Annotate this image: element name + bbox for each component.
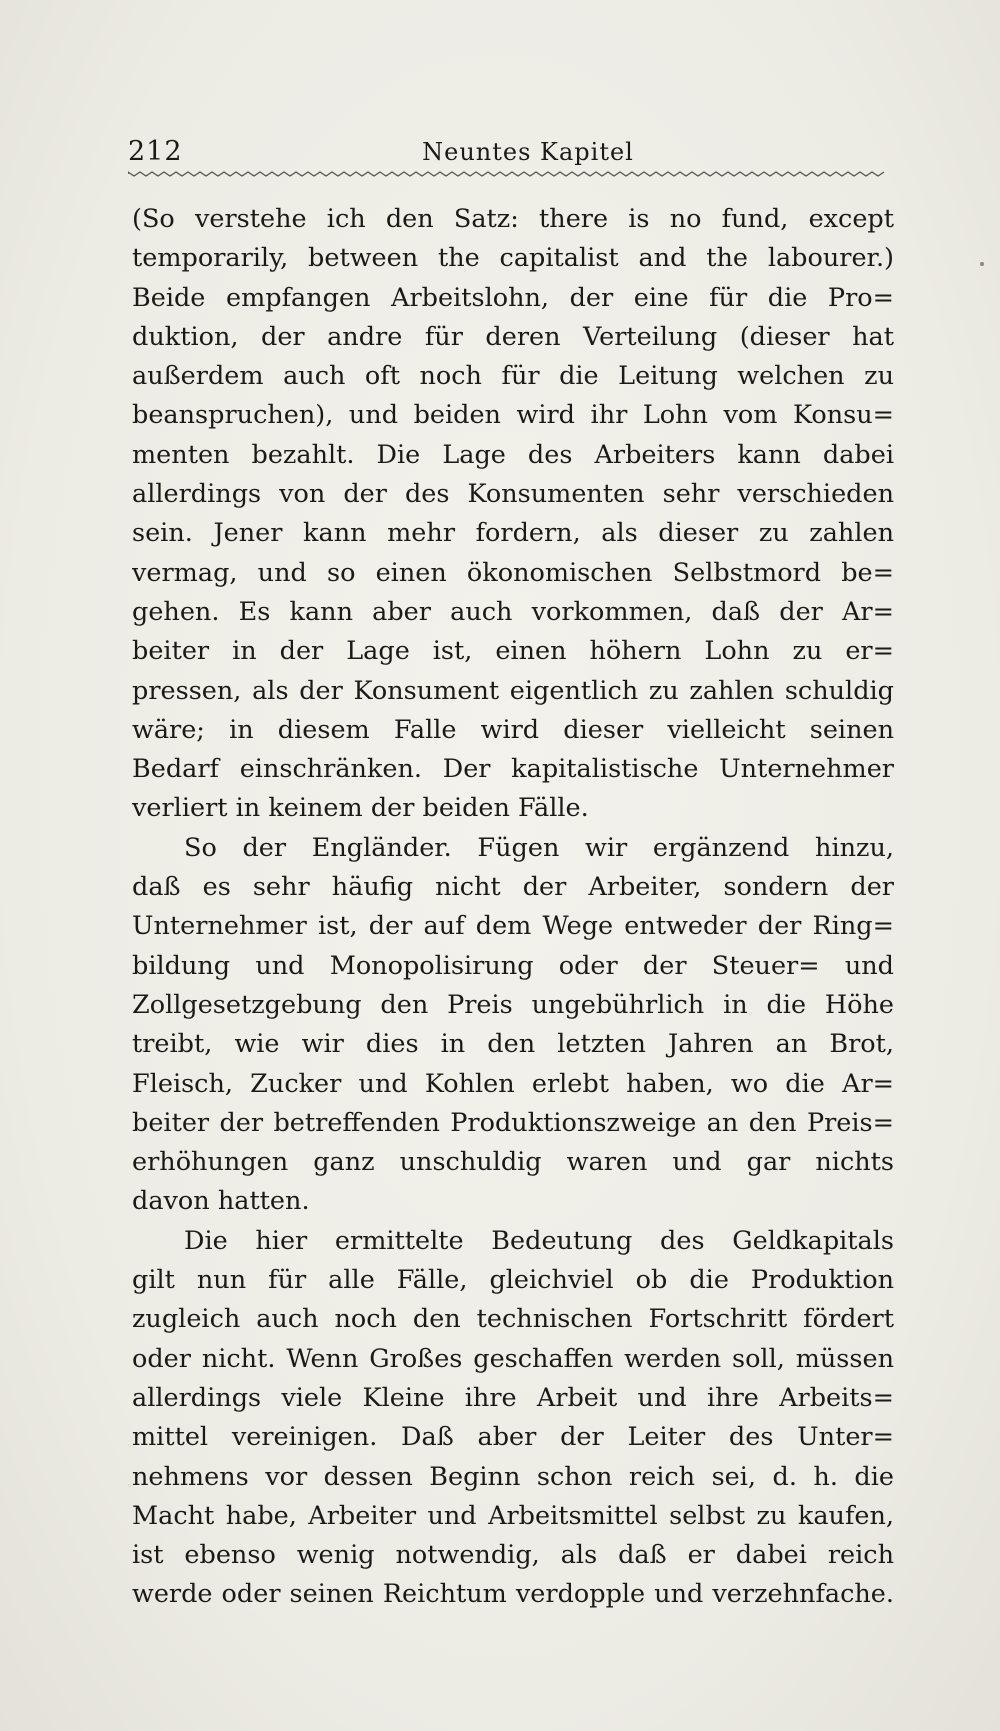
text-line: Bedarf einschränken. Der kapitalistische Unternehmer xyxy=(132,754,894,785)
text-line: So der Engländer. Fügen wir ergänzend hinzu, xyxy=(184,832,894,863)
text-line: gehen. Es kann aber auch vorkommen, daß der Ar= xyxy=(132,596,894,627)
page-number: 212 xyxy=(128,136,183,167)
text-line: Unternehmer ist, der auf dem Wege entweder der Ring= xyxy=(132,911,894,942)
paper-speck xyxy=(980,262,984,266)
text-line: werde oder seinen Reichtum verdopple und verzehnfache. xyxy=(132,1579,894,1610)
text-line: außerdem auch oft noch für die Leitung welchen zu xyxy=(132,361,894,392)
text-line: ist ebenso wenig notwendig, als daß er dabei reich xyxy=(132,1540,894,1571)
text-line: verliert in keinem der beiden Fälle. xyxy=(132,793,589,824)
text-line: zugleich auch noch den technischen Fortschritt fördert xyxy=(132,1304,894,1335)
text-line: Zollgesetzgebung den Preis ungebührlich in die Höhe xyxy=(132,989,894,1020)
text-line: (So verstehe ich den Satz: there is no fund, except xyxy=(132,204,894,234)
header-wavy-rule xyxy=(128,170,888,178)
text-line: daß es sehr häufig nicht der Arbeiter, sondern der xyxy=(132,872,894,903)
text-line: Die hier ermittelte Bedeutung des Geldkapitals xyxy=(184,1225,894,1256)
text-line: treibt, wie wir dies in den letzten Jahren an Brot, xyxy=(132,1029,894,1060)
text-line: allerdings viele Kleine ihre Arbeit und ihre Arbeits= xyxy=(132,1382,894,1413)
text-line: sein. Jener kann mehr fordern, als dieser zu zahlen xyxy=(132,518,894,549)
running-head: Neuntes Kapitel xyxy=(422,138,634,166)
text-line: vermag, und so einen ökonomischen Selbstmord be= xyxy=(132,557,894,588)
text-line: temporarily, between the capitalist and the labourer.) xyxy=(132,243,894,274)
text-line: bildung und Monopolisirung oder der Steuer= und xyxy=(132,950,894,981)
text-line: Macht habe, Arbeiter und Arbeitsmittel selbst zu kaufen, xyxy=(132,1500,894,1531)
text-line: menten bezahlt. Die Lage des Arbeiters kann dabei xyxy=(132,439,894,470)
text-line: davon hatten. xyxy=(132,1186,310,1217)
text-line: allerdings von der des Konsumenten sehr verschieden xyxy=(132,479,894,510)
body-text xyxy=(132,200,894,1615)
text-line: beanspruchen), und beiden wird ihr Lohn vom Konsu= xyxy=(132,400,894,431)
text-line: gilt nun für alle Fälle, gleichviel ob die Produktion xyxy=(132,1265,894,1296)
text-line: duktion, der andre für deren Verteilung (dieser hat xyxy=(132,321,894,352)
text-line: beiter der betreffenden Produktionszweige an den Preis= xyxy=(132,1107,894,1138)
text-line: pressen, als der Konsument eigentlich zu zahlen schuldig xyxy=(132,675,894,706)
text-line: beiter in der Lage ist, einen höhern Lohn zu er= xyxy=(132,636,894,667)
text-line: wäre; in diesem Falle wird dieser vielleicht seinen xyxy=(132,714,894,745)
text-line: Fleisch, Zucker und Kohlen erlebt haben, wo die Ar= xyxy=(132,1068,894,1099)
text-line: Beide empfangen Arbeitslohn, der eine für die Pro= xyxy=(132,282,894,313)
text-line: erhöhungen ganz unschuldig waren und gar nichts xyxy=(132,1147,894,1178)
text-line: oder nicht. Wenn Großes geschaffen werden soll, müssen xyxy=(132,1343,894,1374)
text-line: nehmens vor dessen Beginn schon reich sei, d. h. die xyxy=(132,1461,894,1492)
text-line: mittel vereinigen. Daß aber der Leiter des Unter= xyxy=(132,1422,894,1453)
